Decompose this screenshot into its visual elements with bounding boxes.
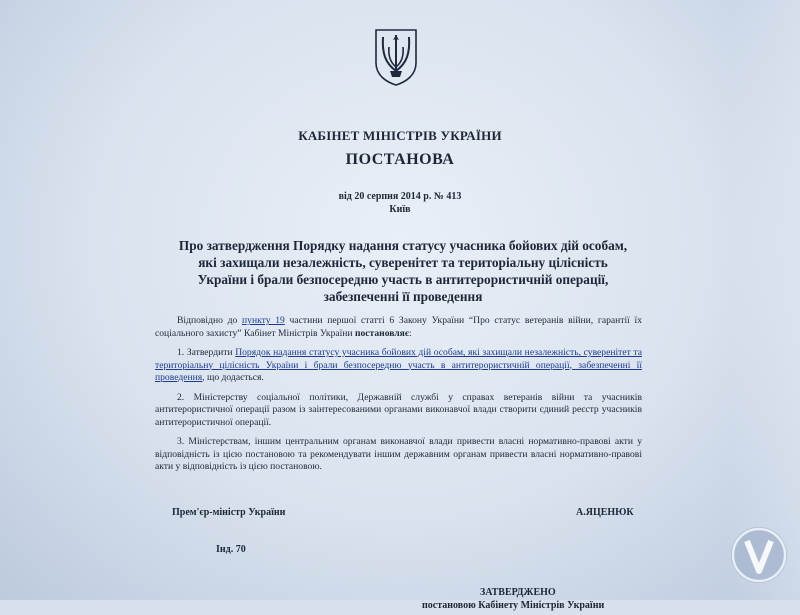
signatory-position: Прем'єр-міністр України xyxy=(172,507,286,518)
document-page xyxy=(150,15,650,615)
preamble-text: : xyxy=(409,327,412,339)
screen-glare xyxy=(730,0,800,600)
document-index: Інд. 70 xyxy=(216,544,246,555)
document-type: ПОСТАНОВА xyxy=(345,151,455,168)
trident-emblem-icon xyxy=(372,27,420,87)
approved-label: ЗАТВЕРДЖЕНО xyxy=(480,587,556,598)
signatory-name: А.ЯЦЕНЮК xyxy=(576,507,634,518)
document-body xyxy=(155,315,642,481)
site-logo-watermark-icon xyxy=(731,527,787,583)
preamble-text: частини першої статті 6 Закону України “Про статус ветеранів війни, гарантії їх соціального захисту” Кабінет Міністрів України xyxy=(155,315,642,339)
item-2-paragraph: 2. Міністерству соціальної політики, Державній службі у справах ветеранів війни та учасників антитерористичної операції разом із заінтересованими органами виконавчої влади створити єдиний реєстр учасників антитерористичної операції. xyxy=(155,391,642,428)
preamble-paragraph xyxy=(155,315,642,340)
document-city: Київ xyxy=(389,204,411,215)
document-title: Про затвердження Порядку надання статусу учасника бойових дій особам, які захищали незалежність, суверенітет та територіальну цілісність України і брали безпосередню участь в антитерористичній операції, забезпеченні її проведення xyxy=(178,238,628,304)
decree-word: постановляє xyxy=(354,327,410,339)
item-3-paragraph: 3. Міністерствам, іншим центральним органам виконавчої влади привести власні нормативно-правові акти у відповідність із цією постановою та рекомендувати іншим державним органам привести власні нормативно-правові акти у відповідність із цією постановою. xyxy=(155,436,642,472)
organization-name: КАБІНЕТ МІНІСТРІВ УКРАЇНИ xyxy=(298,128,502,143)
preamble-text: Відповідно до xyxy=(177,315,243,326)
item-1-paragraph xyxy=(155,347,642,385)
approved-by-text: постановою Кабінету Міністрів України xyxy=(422,600,605,611)
item-1-prefix: 1. Затвердити xyxy=(177,347,236,358)
law-point-link[interactable]: пункту 19 xyxy=(242,315,285,326)
document-date-number: від 20 серпня 2014 р. № 413 xyxy=(338,191,462,202)
procedure-link[interactable]: Порядок надання статусу учасника бойових дій особам, які захищали незалежність, суверенітет та територіальну цілісність України і брали безпосередню участь в антитерористичній операції, забезпеченні її проведення xyxy=(155,347,642,383)
item-1-suffix: , що додається. xyxy=(202,372,264,383)
